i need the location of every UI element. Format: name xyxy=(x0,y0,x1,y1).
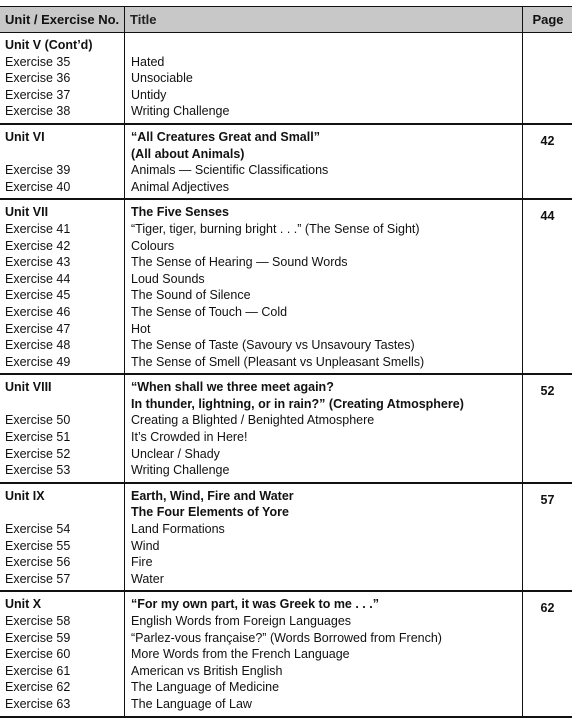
exercise-title: The Language of Medicine xyxy=(131,680,280,695)
exercise-number: Exercise 52 xyxy=(5,446,71,461)
exercise-title: Wind xyxy=(131,538,160,553)
exercise-title: It’s Crowded in Here! xyxy=(131,430,248,445)
exercise-number: Exercise 56 xyxy=(5,555,71,570)
exercise-number: Exercise 58 xyxy=(5,614,71,628)
exercise-number: Exercise 59 xyxy=(5,630,71,645)
page-number: 62 xyxy=(540,601,555,616)
exercise-number: Exercise 40 xyxy=(5,179,71,194)
spacer xyxy=(125,37,522,54)
unit-number-cell xyxy=(0,33,125,123)
unit-page-cell xyxy=(523,125,572,198)
unit-row xyxy=(0,375,572,484)
header-unit: Unit / Exercise No. xyxy=(0,7,125,32)
unit-heading: “For my own part, it was Greek to me . . .” xyxy=(131,597,379,612)
exercise-title: Unsociable xyxy=(131,71,193,86)
exercise-title: Land Formations xyxy=(131,522,225,537)
unit-row xyxy=(0,33,572,125)
exercise-number: Exercise 53 xyxy=(5,463,71,478)
exercise-title: Untidy xyxy=(131,87,167,102)
unit-page-cell xyxy=(523,33,572,123)
exercise-title: English Words from Foreign Languages xyxy=(131,614,352,628)
unit-label: Unit X xyxy=(5,597,42,612)
exercise-title: Water xyxy=(131,571,164,586)
exercise-title: Colours xyxy=(131,238,175,253)
unit-row xyxy=(0,125,572,200)
unit-label: Unit V (Cont’d) xyxy=(5,38,93,52)
exercise-number: Exercise 55 xyxy=(5,538,71,553)
page-number: 52 xyxy=(540,384,555,399)
table-header xyxy=(0,6,572,33)
exercise-number: Exercise 62 xyxy=(5,680,71,695)
exercise-title: Animals — Scientific Classifications xyxy=(131,163,329,178)
exercise-title: Creating a Blighted / Benighted Atmosphere xyxy=(131,413,375,428)
exercise-number: Exercise 37 xyxy=(5,87,71,102)
exercise-title: American vs British English xyxy=(131,663,283,678)
exercise-title: Loud Sounds xyxy=(131,271,205,286)
exercise-number: Exercise 61 xyxy=(5,663,71,678)
contents-table xyxy=(0,6,572,718)
exercise-title: More Words from the French Language xyxy=(131,647,350,662)
exercise-number: Exercise 45 xyxy=(5,288,71,303)
exercise-title: Writing Challenge xyxy=(131,463,230,478)
unit-heading: (All about Animals) xyxy=(131,146,245,161)
unit-page-cell xyxy=(523,592,572,715)
exercise-number: Exercise 49 xyxy=(5,354,71,369)
unit-label: Unit VII xyxy=(5,205,49,220)
unit-row xyxy=(0,200,572,375)
unit-heading: Earth, Wind, Fire and Water xyxy=(131,488,294,503)
unit-page-cell xyxy=(523,375,572,482)
page-number: 57 xyxy=(540,492,555,507)
exercise-title: Hot xyxy=(131,321,151,336)
exercise-title: Animal Adjectives xyxy=(131,179,229,194)
unit-page-cell xyxy=(523,484,572,591)
unit-title-cell xyxy=(125,33,523,123)
exercise-title: The Sound of Silence xyxy=(131,288,251,303)
header-page: Page xyxy=(532,12,564,27)
unit-number-cell xyxy=(0,592,125,715)
exercise-number: Exercise 47 xyxy=(5,321,71,336)
page-number: 42 xyxy=(540,133,555,148)
unit-heading: The Four Elements of Yore xyxy=(131,505,289,520)
units-body xyxy=(0,33,572,718)
unit-label: Unit VI xyxy=(5,129,45,144)
exercise-number: Exercise 44 xyxy=(5,271,71,286)
exercise-title: Unclear / Shady xyxy=(131,446,220,461)
exercise-number: Exercise 54 xyxy=(5,522,71,537)
unit-heading: “When shall we three meet again? xyxy=(131,380,334,395)
exercise-title: Writing Challenge xyxy=(131,104,230,119)
unit-heading: The Five Senses xyxy=(131,205,229,220)
unit-row xyxy=(0,592,572,717)
unit-number-cell xyxy=(0,200,125,373)
exercise-number: Exercise 57 xyxy=(5,571,71,586)
page-number: 44 xyxy=(540,209,555,224)
unit-number-cell xyxy=(0,125,125,198)
unit-page-cell xyxy=(523,200,572,373)
exercise-number: Exercise 51 xyxy=(5,430,71,445)
unit-title-cell xyxy=(125,200,523,373)
unit-title-cell xyxy=(125,592,523,715)
exercise-number: Exercise 48 xyxy=(5,338,71,353)
unit-title-cell xyxy=(125,375,523,482)
exercise-number: Exercise 63 xyxy=(5,696,71,711)
spacer xyxy=(0,504,124,521)
exercise-number: Exercise 50 xyxy=(5,413,71,428)
exercise-number: Exercise 43 xyxy=(5,255,71,270)
exercise-number: Exercise 60 xyxy=(5,647,71,662)
exercise-number: Exercise 42 xyxy=(5,238,71,253)
exercise-title: The Sense of Smell (Pleasant vs Unpleasant Smells) xyxy=(131,354,425,369)
exercise-title: Fire xyxy=(131,555,153,570)
exercise-title: The Sense of Taste (Savoury vs Unsavoury Tastes) xyxy=(131,338,415,353)
exercise-title: Hated xyxy=(131,54,165,69)
exercise-number: Exercise 41 xyxy=(5,221,71,236)
unit-title-cell xyxy=(125,484,523,591)
unit-row xyxy=(0,484,572,593)
exercise-title: The Sense of Touch — Cold xyxy=(131,304,288,319)
unit-number-cell xyxy=(0,484,125,591)
unit-label: Unit VIII xyxy=(5,380,52,395)
spacer xyxy=(0,146,124,163)
unit-heading: In thunder, lightning, or in rain?” (Creating Atmosphere) xyxy=(131,396,464,411)
exercise-number: Exercise 38 xyxy=(5,104,71,119)
exercise-title: “Parlez-vous française?” (Words Borrowed from French) xyxy=(131,630,442,645)
unit-label: Unit IX xyxy=(5,488,45,503)
exercise-title: “Tiger, tiger, burning bright . . .” (The Sense of Sight) xyxy=(131,221,420,236)
page-number xyxy=(523,37,572,41)
exercise-number: Exercise 35 xyxy=(5,54,71,69)
exercise-title: The Language of Law xyxy=(131,696,252,711)
spacer xyxy=(0,396,124,413)
unit-number-cell xyxy=(0,375,125,482)
unit-title-cell xyxy=(125,125,523,198)
exercise-number: Exercise 36 xyxy=(5,71,71,86)
exercise-number: Exercise 46 xyxy=(5,304,71,319)
unit-heading: “All Creatures Great and Small” xyxy=(131,129,320,144)
header-title: Title xyxy=(125,7,523,32)
exercise-number: Exercise 39 xyxy=(5,163,71,178)
exercise-title: The Sense of Hearing — Sound Words xyxy=(131,255,348,270)
